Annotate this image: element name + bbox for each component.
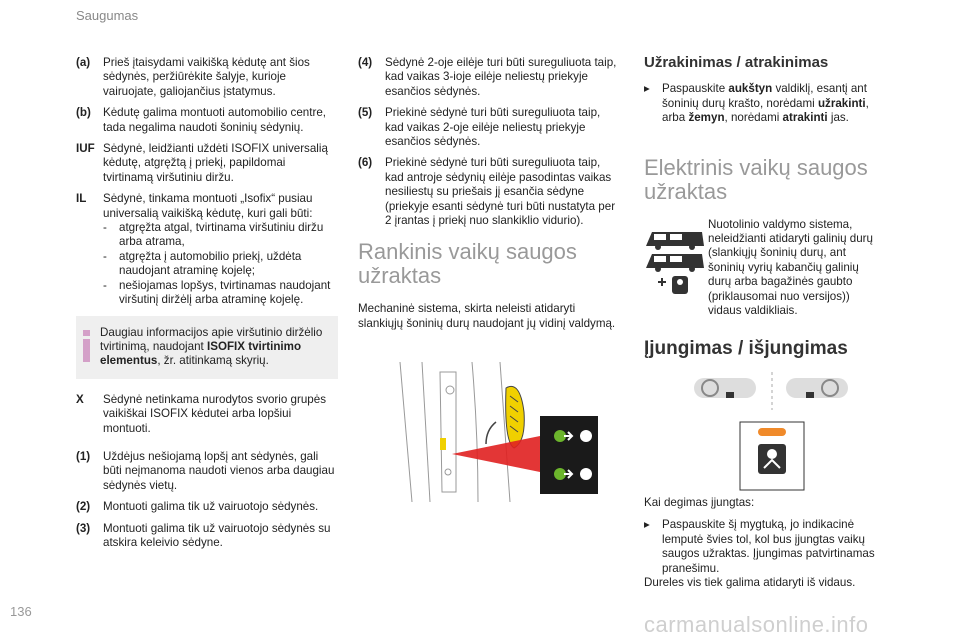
steering-wheel-icon xyxy=(786,378,848,398)
sub-item: nešiojamas lopšys, tvirtinamas naudojant viršutinį diržėlį arba atraminę kojelę. xyxy=(119,278,331,307)
info-text: Daugiau informacijos apie viršutinio diržėlio tvirtinimą, naudojant xyxy=(100,325,323,353)
press-bullet: ▸ Paspauskite šį mygtuką, jo indikacinė lemputė švies tol, kol bus įjungtas vaikų saugos užraktas. Įjungimas patvirtinamas pranešimu. xyxy=(644,518,875,575)
item-label: (5) xyxy=(358,106,373,120)
list-item xyxy=(76,142,338,185)
sliding-door-illustration xyxy=(360,362,620,502)
info-icon xyxy=(82,330,91,362)
item-text: Montuoti galima tik už vairuotojo sėdynės su atskira keleivio sėdyne. xyxy=(103,521,331,549)
column-3 xyxy=(644,54,884,360)
steering-wheel-icon xyxy=(694,378,756,398)
item-label: (a) xyxy=(76,56,91,69)
list-item xyxy=(76,500,338,514)
electric-lock-title: Elektrinis vaikų saugos užraktas xyxy=(644,154,868,204)
manual-lock-text: Mechaninė sistema, skirta neleisti atidaryti slankiųjų šoninių durų naudojant jų vidinį valdymą. xyxy=(358,302,616,330)
list-item xyxy=(76,450,338,493)
watermark: carmanualsonline.info xyxy=(644,612,869,637)
info-text: , žr. atitinkamą skyrių. xyxy=(157,354,269,368)
item-text: Priekinė sėdynė turi būti sureguliuota taip, kad antroje sėdynių eilėje pasodintas vaikas nesiliestų su priešais jį esančia sėdyne (priekyje esanti sėdynė turi būti nustatyta per 2 įrantas į priekį nuo slankiklio vidurio). xyxy=(385,156,616,228)
electric-lock-text: Nuotolinio valdymo sistema, neleidžianti atidaryti galinių durų (slankiųjų šoninių durų, ant šoninių vyrių kabančių galinių durų arba bagažinės gaubto (priklausomai nuo versijos)) vidaus valdikliais. xyxy=(708,217,873,318)
list-item xyxy=(76,56,338,99)
item-label: (6) xyxy=(358,156,373,170)
lock-bullet: ▸ Paspauskite aukštyn valdiklį, esantį ant šoninių durų krašto, norėdami užrakinti, arba žemyn, norėdami atrakinti jas. xyxy=(644,82,869,125)
item-text: Sėdynė netinkama nurodytos svorio grupės vaikiškai ISOFIX kėdutei arba lopšiui montuoti. xyxy=(103,392,326,435)
item-text: Kėdutę galima montuoti automobilio centre, tada negalima naudoti šoninių sėdynių. xyxy=(103,106,326,134)
info-box xyxy=(76,316,338,379)
bullet-arrow-icon: ▸ xyxy=(644,82,650,96)
sub-item: atgręžta į automobilio priekį, uždėta naudojant atraminę kojelę; xyxy=(119,249,302,278)
bullet-arrow-icon: ▸ xyxy=(644,518,650,532)
list-item xyxy=(358,106,620,149)
list-item xyxy=(358,56,620,99)
outside-text: Dureles vis tiek galima atidaryti iš vidaus. xyxy=(644,576,856,590)
item-label: (1) xyxy=(76,449,91,463)
item-text: Prieš įtaisydami vaikišką kėdutę ant šios sėdynės, peržiūrėkite šalyje, kurioje vairuojate, galiojančius įstatymus. xyxy=(103,56,310,98)
item-text: Sėdynė, tinkama montuoti „Isofix“ pusiau universalią vaikišką kėdutę, kuri gali būti: xyxy=(103,192,313,220)
section-header: Saugumas xyxy=(76,8,139,23)
item-label: (3) xyxy=(76,521,91,535)
list-item xyxy=(358,156,620,228)
item-text: Priekinė sėdynė turi būti sureguliuota taip, kad vaikas 2-oje eilėje neliestų priekyje esančios sėdynės. xyxy=(385,106,601,149)
column-1 xyxy=(76,56,338,557)
item-label: (2) xyxy=(76,500,91,514)
column-2 xyxy=(358,56,620,331)
item-label: X xyxy=(76,392,84,406)
item-text: Montuoti galima tik už vairuotojo sėdynės. xyxy=(103,500,319,514)
list-item: IL Sėdynė, tinkama montuoti „Isofix“ pusiau universalią vaikišką kėdutę, kuri gali būti: - atgręžta atgal, tvirtinama viršutiniu diržu arba atrama, - atgręžta į automobilio priekį, uždėta naudojant atraminę kojelę; - nešiojamas lopšys, tvirtinamas naudojant viršutinį diržėlį arba atraminę kojelę. xyxy=(76,192,338,307)
column-3-bottom xyxy=(644,496,884,590)
ignition-text: Kai degimas įjungtas: xyxy=(644,496,755,509)
child-lock-button-illustration xyxy=(692,370,852,492)
sub-item: atgręžta atgal, tvirtinama viršutiniu diržu arba atrama, xyxy=(119,221,324,249)
list-item xyxy=(76,393,338,436)
item-text: Uždėjus nešiojamą lopšį ant sėdynės, gali būti neįmanoma naudoti vienos arba daugiau sėdynės vietų. xyxy=(103,449,335,492)
item-label: IUF xyxy=(76,142,95,156)
item-label: IL xyxy=(76,192,87,206)
lever-detail xyxy=(440,438,446,450)
info-bold: ISOFIX tvirtinimo elementus xyxy=(100,339,302,368)
manual-lock-title: Rankinis vaikų saugos užraktas xyxy=(358,239,577,289)
on-off-title: Įjungimas / išjungimas xyxy=(644,338,848,360)
item-text: Sėdynė 2-oje eilėje turi būti sureguliuota taip, kad vaikas 3-ioje eilėje neliestų priekyje esančios sėdynės. xyxy=(385,56,617,98)
page-number: 136 xyxy=(10,604,32,619)
list-item xyxy=(76,106,338,135)
lock-unlock-title: Užrakinimas / atrakinimas xyxy=(644,54,829,71)
item-label: (4) xyxy=(358,56,373,69)
van-icons xyxy=(644,224,706,298)
item-text: Sėdynė, leidžianti uždėti ISOFIX universalią kėdutę, atgręžtą į priekį, papildomai tvirtinamą viršutiniu diržu. xyxy=(103,142,328,184)
indicator-lamp xyxy=(758,428,786,436)
lock-panel xyxy=(540,416,598,494)
list-item xyxy=(76,522,338,551)
item-label: (b) xyxy=(76,106,91,120)
